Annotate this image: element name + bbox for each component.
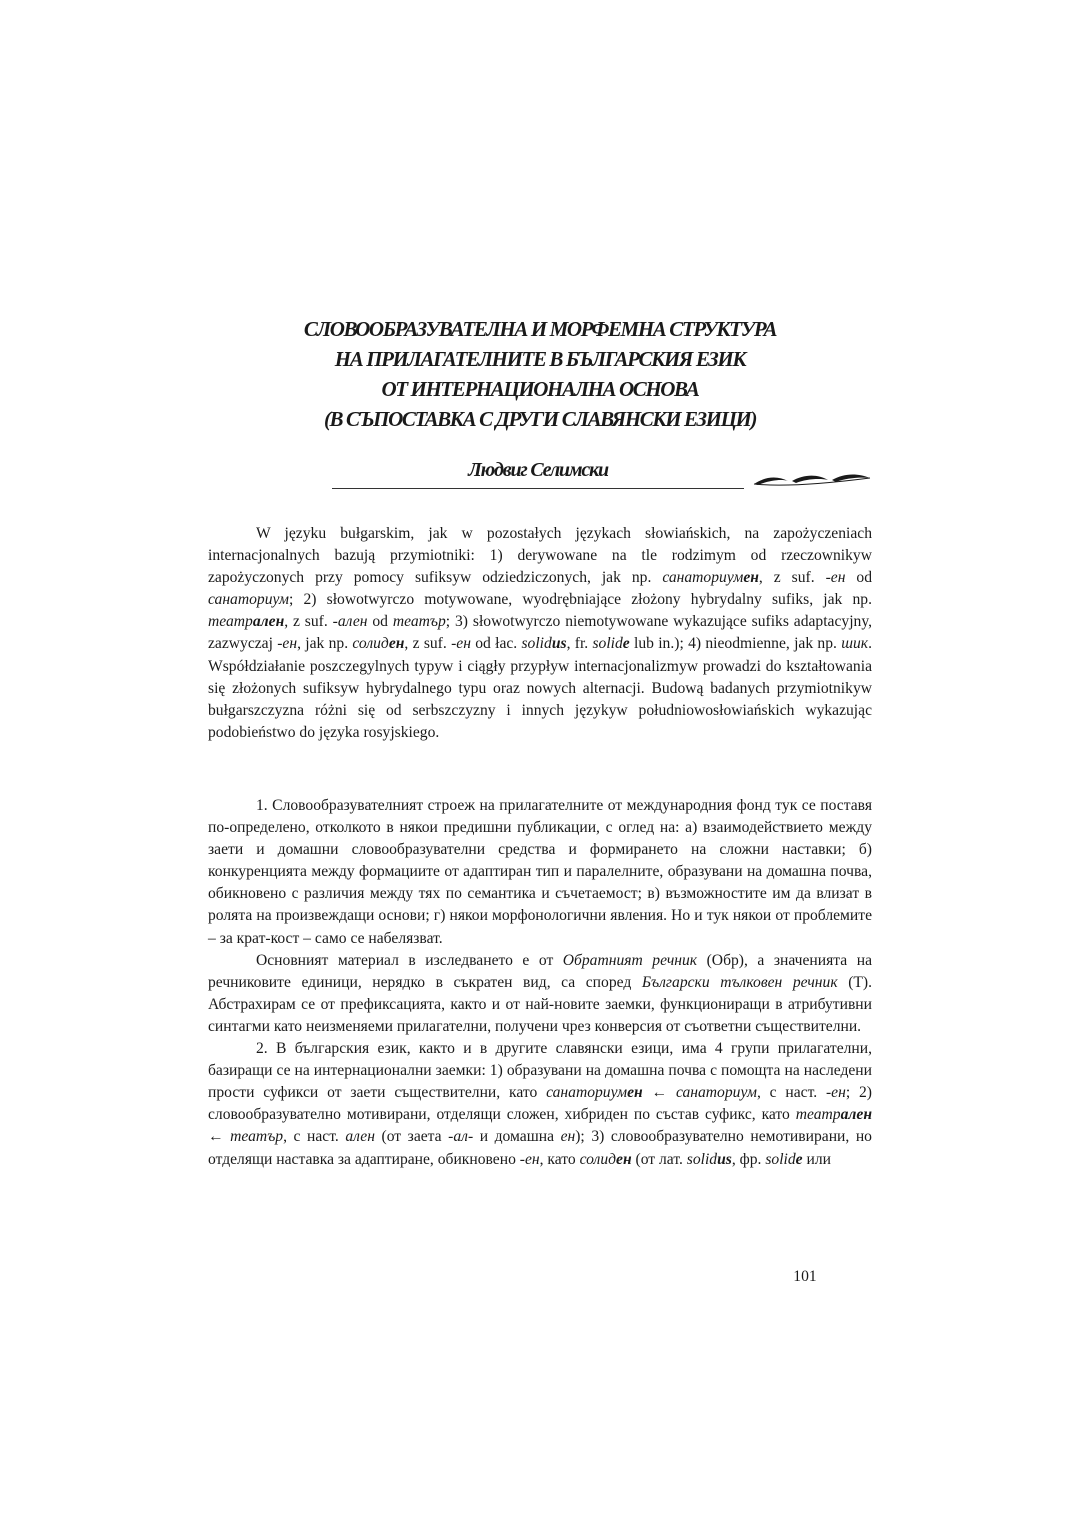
title-line-1: СЛОВООБРАЗУВАТЕЛНА И МОРФЕМНА СТРУКТУРА [303, 317, 777, 341]
paragraph-2: Основният материал в изследването е от Обратният речник (Обр), а значенията на речниковите единици, нерядко в съкратен вид, са според Български тълковен речник (Т). Абстрахирам се от префиксацията, както и от най-новите заемки, функциониращи в атрибутивни синтагми като неизменяеми прилагателни, получени чрез конверсия от съответни съществителни. [208, 951, 872, 1035]
author-name: Людвиг Селимски [468, 459, 608, 481]
page-number: 101 [793, 1268, 817, 1285]
abstract-paragraph: W języku bułgarskim, jak w pozostałych językach słowiańskich, na zapożyczeniach internacjonalnych bazują przymiotniki: 1) derywowane na tle rodzimym od rzeczownikyw zapożyczonych przy pomocy sufiksyw odziedziczonych, jak np. санаториумен, z suf. -ен od санаториум; 2) słowotwyrczo motywowane, wyodrębniające złożony hybrydalny sufiks, jak np. театрален, z suf. -ален od театър; 3) słowotwyrczo niemotywowane wykazujące sufiks adaptacyjny, zazwyczaj -ен, jak np. солиден, z suf. -ен od łac. solidus, fr. solide lub in.); 4) nieodmienne, jak np. шик. Współdziałanie poszczegylnych typyw i ciągły przypływ internacjonalizmyw prowadzi do kształtowania się złożonych sufiksyw hybrydalnego typu oraz nowych alternacji. Budową badanych przymiotnikyw bułgarszczyzna różni się od serbszczyzny i innych językyw południowosłowiańskich wykazując podobieństwo do języka rosyjskiego. [208, 525, 873, 741]
title-line-4: (В СЪПОСТАВКА С ДРУГИ СЛАВЯНСКИ ЕЗИЦИ) [323, 407, 757, 431]
paragraph-1: 1. Словообразувателният строеж на прилагателните от международния фонд тук се поставя по-определено, отколкото в някои предишни публикации, с оглед на: а) взаимодействието между заети и домашни словообразувателни средства и формирането на сложни наставки; б) конкуренцията между формациите от адаптиран тип и паралелните, образувани на домашна почва, обикновено с различия между тях по семантика и съчетаемост; в) възможностите им да влизат в ролята на произвеждащи основи; г) някои морфонологични явления. Но и тук някои от проблемите – за крат-кост – само се набелязват. [208, 797, 872, 947]
main-text [208, 795, 872, 1171]
article-title [208, 314, 872, 434]
paragraph-3: 2. В българския език, както и в другите славянски езици, има 4 групи прилагателни, базиращи се на интернационални заемки: 1) образувани на домашна почва с помощта на наследени прости суфикси от заети съществителни, като санаториумен ← санаториум, с наст. -ен; 2) словообразувателно мотивирани, отделящи сложен, хибриден по състав суфикс, като театрален ← театър, с наст. ален (от заета -ал- и домашна ен); 3) словообразувателно немотивирани, но отделящи наставка за адаптиране, обикновено -ен, като солиден (от лат. solidus, фр. solide или [208, 1040, 872, 1168]
title-line-2: НА ПРИЛАГАТЕЛНИТЕ В БЪЛГАРСКИЯ ЕЗИК [334, 347, 746, 371]
author-row [332, 458, 872, 492]
ornament-flourish-icon [752, 468, 872, 492]
abstract [208, 523, 872, 744]
author-underline [332, 488, 744, 489]
title-line-3: ОТ ИНТЕРНАЦИОНАЛНА ОСНОВА [381, 377, 699, 401]
